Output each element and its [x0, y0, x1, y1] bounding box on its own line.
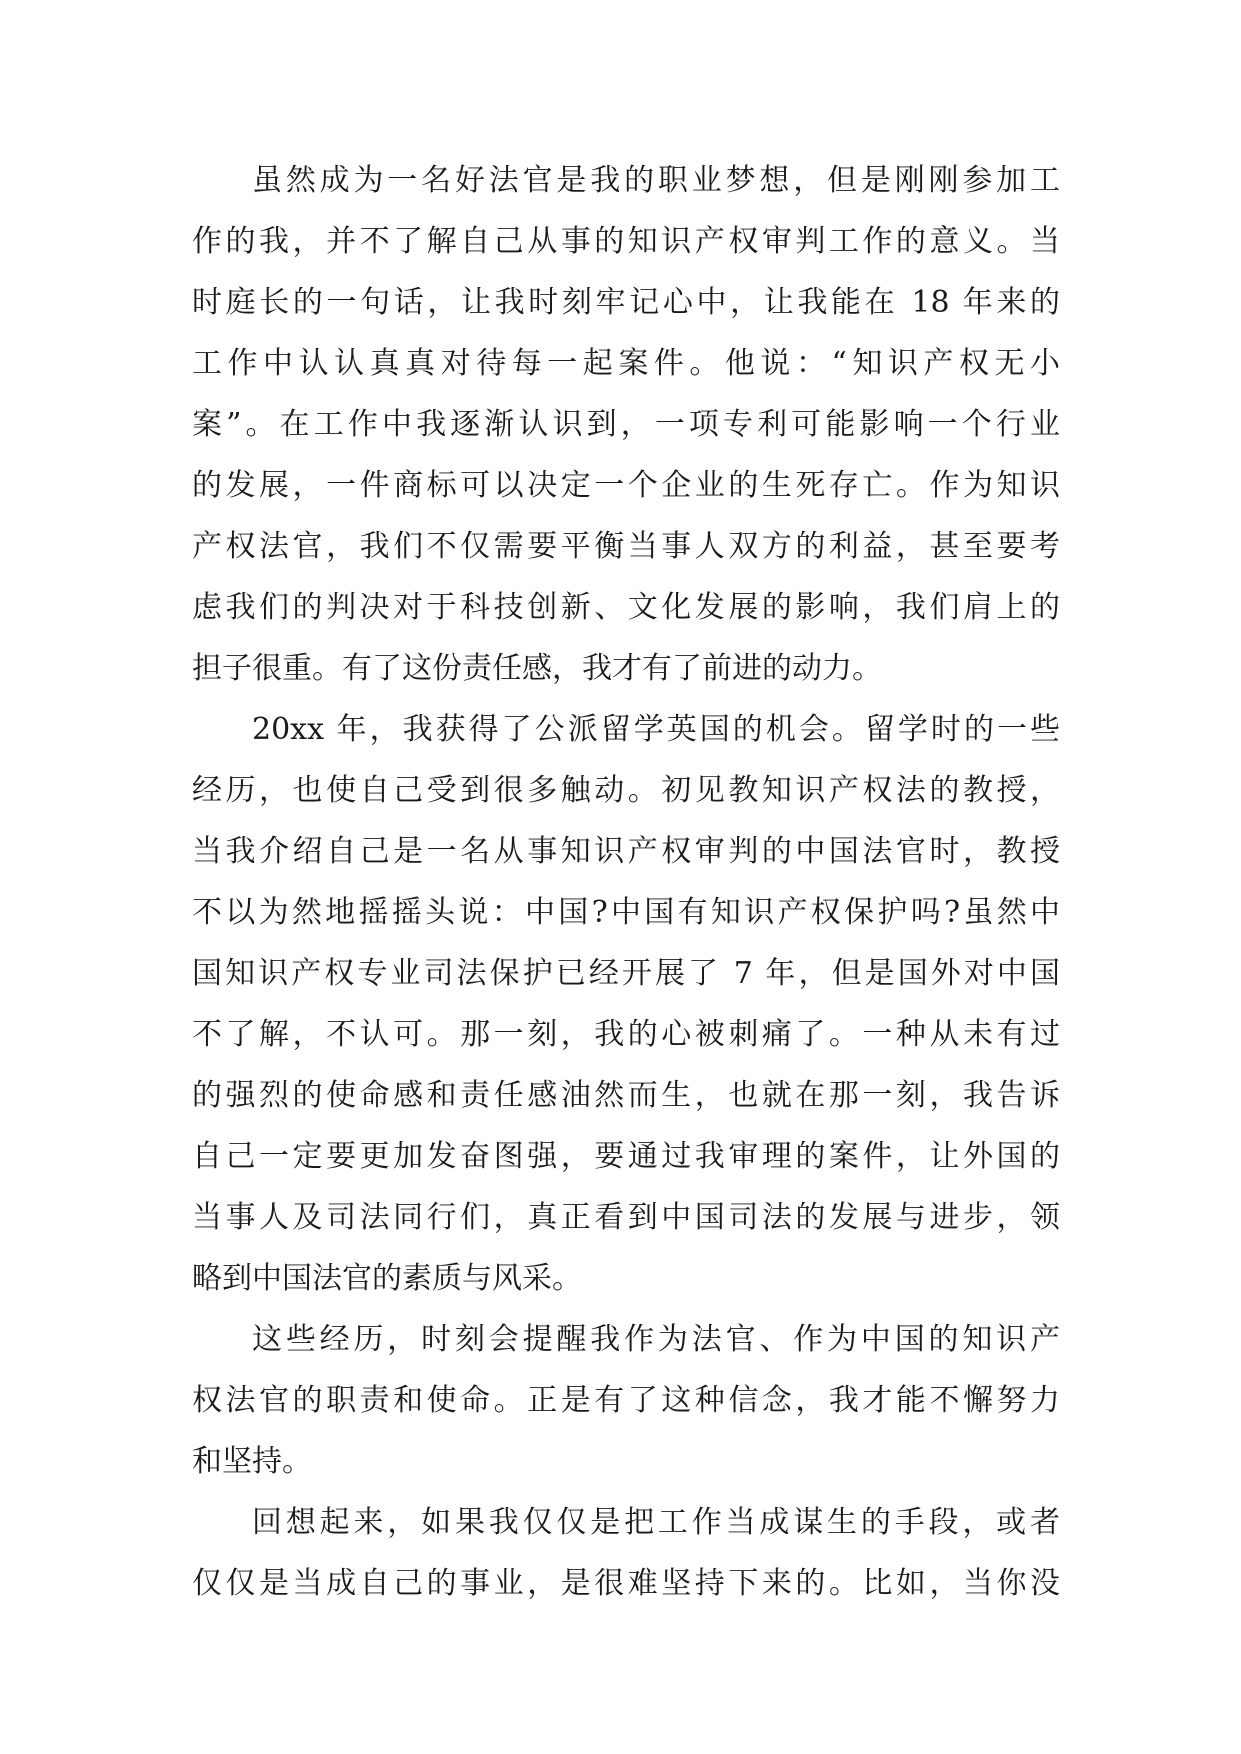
paragraph-2: [192, 699, 1060, 1309]
paragraph-line: 和坚持。: [192, 1444, 312, 1479]
paragraph-line: 经历，也使自己受到很多触动。初见教知识产权法的教授，: [192, 773, 1060, 808]
paragraph-1: [192, 150, 1060, 699]
document-body: [192, 150, 1060, 1614]
paragraph-line: 虽然成为一名好法官是我的职业梦想，但是刚刚参加工: [252, 163, 1060, 198]
paragraph-line: 回想起来，如果我仅仅是把工作当成谋生的手段，或者: [252, 1505, 1060, 1540]
paragraph-line: 国知识产权专业司法保护已经开展了 7 年，但是国外对中国: [192, 956, 1060, 991]
paragraph-line: 不以为然地摇摇头说：中国?中国有知识产权保护吗?虽然中: [192, 895, 1060, 930]
paragraph-line: 权法官的职责和使命。正是有了这种信念，我才能不懈努力: [192, 1383, 1060, 1418]
paragraph-line: 自己一定要更加发奋图强，要通过我审理的案件，让外国的: [192, 1139, 1060, 1174]
paragraph-line: 20xx 年，我获得了公派留学英国的机会。留学时的一些: [252, 712, 1060, 747]
paragraph-line: 产权法官，我们不仅需要平衡当事人双方的利益，甚至要考: [192, 529, 1060, 564]
paragraph-line: 当我介绍自己是一名从事知识产权审判的中国法官时，教授: [192, 834, 1060, 869]
paragraph-3: [192, 1309, 1060, 1492]
paragraph-line: 案”。在工作中我逐渐认识到，一项专利可能影响一个行业: [192, 407, 1060, 442]
paragraph-4: [192, 1492, 1060, 1614]
paragraph-line: 作的我，并不了解自己从事的知识产权审判工作的意义。当: [192, 224, 1060, 259]
paragraph-line: 仅仅是当成自己的事业，是很难坚持下来的。比如，当你没: [192, 1566, 1060, 1601]
paragraph-line: 这些经历，时刻会提醒我作为法官、作为中国的知识产: [252, 1322, 1060, 1357]
paragraph-line: 时庭长的一句话，让我时刻牢记心中，让我能在 18 年来的: [192, 285, 1060, 320]
paragraph-line: 的发展，一件商标可以决定一个企业的生死存亡。作为知识: [192, 468, 1060, 503]
paragraph-line: 当事人及司法同行们，真正看到中国司法的发展与进步，领: [192, 1200, 1060, 1235]
paragraph-line: 略到中国法官的素质与风采。: [192, 1261, 582, 1296]
paragraph-line: 虑我们的判决对于科技创新、文化发展的影响，我们肩上的: [192, 590, 1060, 625]
paragraph-line: 担子很重。有了这份责任感，我才有了前进的动力。: [192, 651, 882, 686]
paragraph-line: 不了解，不认可。那一刻，我的心被刺痛了。一种从未有过: [192, 1017, 1060, 1052]
paragraph-line: 工作中认认真真对待每一起案件。他说：“知识产权无小: [192, 346, 1060, 381]
paragraph-line: 的强烈的使命感和责任感油然而生，也就在那一刻，我告诉: [192, 1078, 1060, 1113]
